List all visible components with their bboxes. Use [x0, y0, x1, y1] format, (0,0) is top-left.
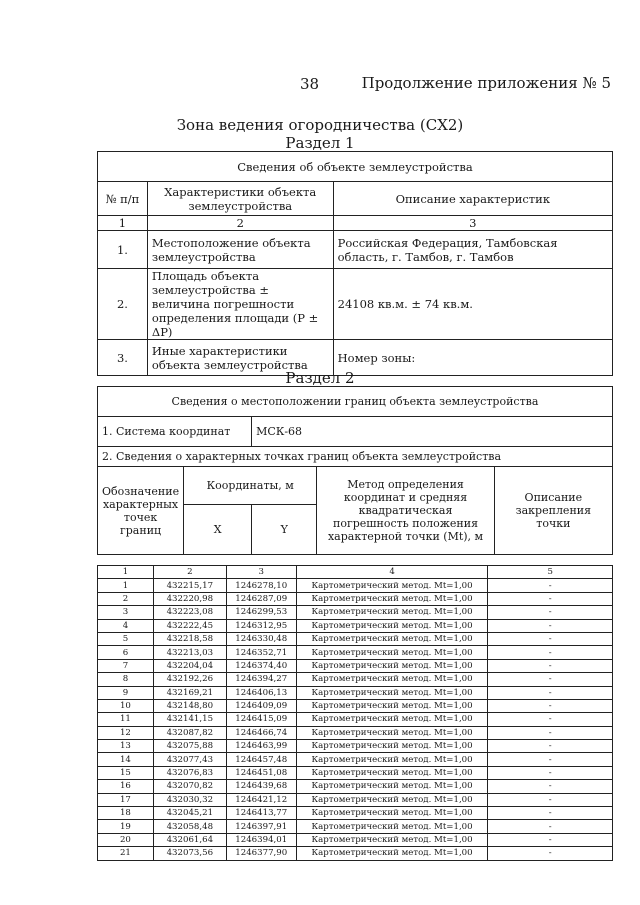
table-row	[98, 606, 613, 619]
table-row	[98, 592, 613, 605]
point-fixing: -	[488, 807, 613, 820]
table-row	[98, 619, 613, 632]
point-method: Картометрический метод. Mt=1,00	[296, 807, 488, 820]
point-x: 432070,82	[153, 780, 226, 793]
col-header-description: Описание характеристик	[333, 182, 612, 216]
row-value: Российская Федерация, Тамбовская область, г. Тамбов, г. Тамбов	[333, 231, 612, 269]
table-row	[98, 753, 613, 766]
page-number: 38	[300, 75, 320, 93]
point-method: Картометрический метод. Mt=1,00	[296, 820, 488, 833]
point-y: 1246278,10	[226, 579, 296, 592]
point-x: 432192,26	[153, 673, 226, 686]
point-method: Картометрический метод. Mt=1,00	[296, 847, 488, 860]
col-number: 3	[333, 216, 612, 231]
point-method: Картометрический метод. Mt=1,00	[296, 753, 488, 766]
col-number: 2	[153, 566, 226, 579]
table-row	[98, 793, 613, 806]
point-y: 1246397,91	[226, 820, 296, 833]
table-row	[98, 807, 613, 820]
point-method: Картометрический метод. Mt=1,00	[296, 699, 488, 712]
point-fixing: -	[488, 673, 613, 686]
row-name: Иные характеристики объекта землеустройства	[147, 340, 333, 376]
coord-system-value: МСК-68	[252, 417, 613, 447]
boundary-table-title: Сведения о местоположении границ объекта землеустройства	[98, 387, 613, 417]
point-number: 7	[98, 659, 154, 672]
point-y: 1246409,09	[226, 699, 296, 712]
point-number: 19	[98, 820, 154, 833]
point-number: 3	[98, 606, 154, 619]
row-num: 2.	[98, 269, 148, 340]
row-num: 3.	[98, 340, 148, 376]
point-number: 9	[98, 686, 154, 699]
point-method: Картометрический метод. Mt=1,00	[296, 592, 488, 605]
header-y: Y	[252, 505, 317, 555]
point-y: 1246330,48	[226, 632, 296, 645]
row-name: Местоположение объекта землеустройства	[147, 231, 333, 269]
header-method: Метод определения координат и средняя квадратическая погрешность положения характерной точки (Mt), м	[317, 467, 494, 555]
point-y: 1246421,12	[226, 793, 296, 806]
col-number: 1	[98, 566, 154, 579]
point-fixing: -	[488, 740, 613, 753]
point-method: Картометрический метод. Mt=1,00	[296, 579, 488, 592]
section1-title: Раздел 1	[285, 134, 355, 152]
point-fixing: -	[488, 592, 613, 605]
point-method: Картометрический метод. Mt=1,00	[296, 673, 488, 686]
point-y: 1246415,09	[226, 713, 296, 726]
point-x: 432030,32	[153, 793, 226, 806]
point-y: 1246413,77	[226, 807, 296, 820]
point-y: 1246451,08	[226, 766, 296, 779]
point-fixing: -	[488, 753, 613, 766]
point-y: 1246299,53	[226, 606, 296, 619]
point-y: 1246439,68	[226, 780, 296, 793]
point-x: 432045,21	[153, 807, 226, 820]
row-name: Площадь объекта землеустройства ± величина погрешности определения площади (P ± ΔP)	[147, 269, 333, 340]
point-method: Картометрический метод. Mt=1,00	[296, 713, 488, 726]
table-row	[98, 646, 613, 659]
point-number: 18	[98, 807, 154, 820]
header-fixing: Описание закрепления точки	[494, 467, 612, 555]
table-row	[98, 659, 613, 672]
point-fixing: -	[488, 793, 613, 806]
point-y: 1246406,13	[226, 686, 296, 699]
point-x: 432223,08	[153, 606, 226, 619]
col-header-num: № п/п	[98, 182, 148, 216]
point-method: Картометрический метод. Mt=1,00	[296, 766, 488, 779]
point-fixing: -	[488, 820, 613, 833]
point-number: 11	[98, 713, 154, 726]
point-number: 17	[98, 793, 154, 806]
point-x: 432215,17	[153, 579, 226, 592]
point-fixing: -	[488, 606, 613, 619]
point-x: 432141,15	[153, 713, 226, 726]
point-method: Картометрический метод. Mt=1,00	[296, 833, 488, 846]
point-method: Картометрический метод. Mt=1,00	[296, 606, 488, 619]
point-number: 15	[98, 766, 154, 779]
header-designation: Обозначение характерных точек границ	[98, 467, 184, 555]
point-fixing: -	[488, 699, 613, 712]
point-fixing: -	[488, 766, 613, 779]
point-fixing: -	[488, 646, 613, 659]
point-x: 432073,56	[153, 847, 226, 860]
point-fixing: -	[488, 686, 613, 699]
table-row	[98, 632, 613, 645]
point-number: 4	[98, 619, 154, 632]
point-method: Картометрический метод. Mt=1,00	[296, 659, 488, 672]
point-number: 14	[98, 753, 154, 766]
point-x: 432220,98	[153, 592, 226, 605]
point-fixing: -	[488, 833, 613, 846]
point-method: Картометрический метод. Mt=1,00	[296, 619, 488, 632]
object-info-table	[97, 151, 613, 376]
point-x: 432061,64	[153, 833, 226, 846]
table-row	[98, 269, 613, 340]
point-y: 1246394,01	[226, 833, 296, 846]
point-x: 432075,88	[153, 740, 226, 753]
continuation-label: Продолжение приложения № 5	[361, 74, 611, 92]
zone-title: Зона ведения огородничества (СХ2)	[176, 116, 464, 134]
point-y: 1246457,48	[226, 753, 296, 766]
point-fixing: -	[488, 726, 613, 739]
row-num: 1.	[98, 231, 148, 269]
point-x: 432076,83	[153, 766, 226, 779]
point-x: 432222,45	[153, 619, 226, 632]
table-row	[98, 847, 613, 860]
point-method: Картометрический метод. Mt=1,00	[296, 740, 488, 753]
point-x: 432169,21	[153, 686, 226, 699]
col-number: 3	[226, 566, 296, 579]
point-y: 1246287,09	[226, 592, 296, 605]
table-row	[98, 740, 613, 753]
point-y: 1246463,99	[226, 740, 296, 753]
table-row	[98, 686, 613, 699]
point-number: 1	[98, 579, 154, 592]
table-row	[98, 766, 613, 779]
points-table	[97, 565, 613, 861]
boundary-header-table	[97, 386, 613, 555]
point-method: Картометрический метод. Mt=1,00	[296, 726, 488, 739]
point-y: 1246466,74	[226, 726, 296, 739]
point-number: 21	[98, 847, 154, 860]
object-table-title: Сведения об объекте землеустройства	[98, 152, 613, 182]
col-header-characteristics: Характеристики объекта землеустройства	[147, 182, 333, 216]
point-number: 13	[98, 740, 154, 753]
row-value: 24108 кв.м. ± 74 кв.м.	[333, 269, 612, 340]
header-coordinates: Координаты, м	[184, 467, 317, 505]
points-title: 2. Сведения о характерных точках границ объекта землеустройства	[98, 447, 613, 467]
point-number: 10	[98, 699, 154, 712]
point-method: Картометрический метод. Mt=1,00	[296, 632, 488, 645]
section2-title: Раздел 2	[285, 369, 355, 387]
point-number: 8	[98, 673, 154, 686]
col-number: 5	[488, 566, 613, 579]
point-fixing: -	[488, 619, 613, 632]
table-row	[98, 713, 613, 726]
point-number: 20	[98, 833, 154, 846]
point-fixing: -	[488, 847, 613, 860]
point-number: 12	[98, 726, 154, 739]
point-number: 16	[98, 780, 154, 793]
point-y: 1246312,95	[226, 619, 296, 632]
col-number: 4	[296, 566, 488, 579]
point-y: 1246394,27	[226, 673, 296, 686]
table-row	[98, 833, 613, 846]
point-y: 1246352,71	[226, 646, 296, 659]
table-row	[98, 579, 613, 592]
table-row	[98, 699, 613, 712]
point-method: Картометрический метод. Mt=1,00	[296, 793, 488, 806]
point-x: 432213,03	[153, 646, 226, 659]
point-number: 5	[98, 632, 154, 645]
point-x: 432148,80	[153, 699, 226, 712]
col-number: 2	[147, 216, 333, 231]
point-y: 1246374,40	[226, 659, 296, 672]
point-fixing: -	[488, 713, 613, 726]
point-fixing: -	[488, 579, 613, 592]
row-value: Номер зоны:	[333, 340, 612, 376]
point-x: 432058,48	[153, 820, 226, 833]
point-number: 2	[98, 592, 154, 605]
point-method: Картометрический метод. Mt=1,00	[296, 646, 488, 659]
point-fixing: -	[488, 632, 613, 645]
point-fixing: -	[488, 780, 613, 793]
point-x: 432077,43	[153, 753, 226, 766]
header-x: X	[184, 505, 252, 555]
point-number: 6	[98, 646, 154, 659]
coord-system-label: 1. Система координат	[98, 417, 252, 447]
col-number: 1	[98, 216, 148, 231]
point-x: 432218,58	[153, 632, 226, 645]
table-row	[98, 673, 613, 686]
point-x: 432204,04	[153, 659, 226, 672]
point-fixing: -	[488, 659, 613, 672]
point-method: Картометрический метод. Mt=1,00	[296, 686, 488, 699]
table-row	[98, 820, 613, 833]
table-row	[98, 726, 613, 739]
point-method: Картометрический метод. Mt=1,00	[296, 780, 488, 793]
point-y: 1246377,90	[226, 847, 296, 860]
table-row	[98, 780, 613, 793]
table-row	[98, 231, 613, 269]
point-x: 432087,82	[153, 726, 226, 739]
